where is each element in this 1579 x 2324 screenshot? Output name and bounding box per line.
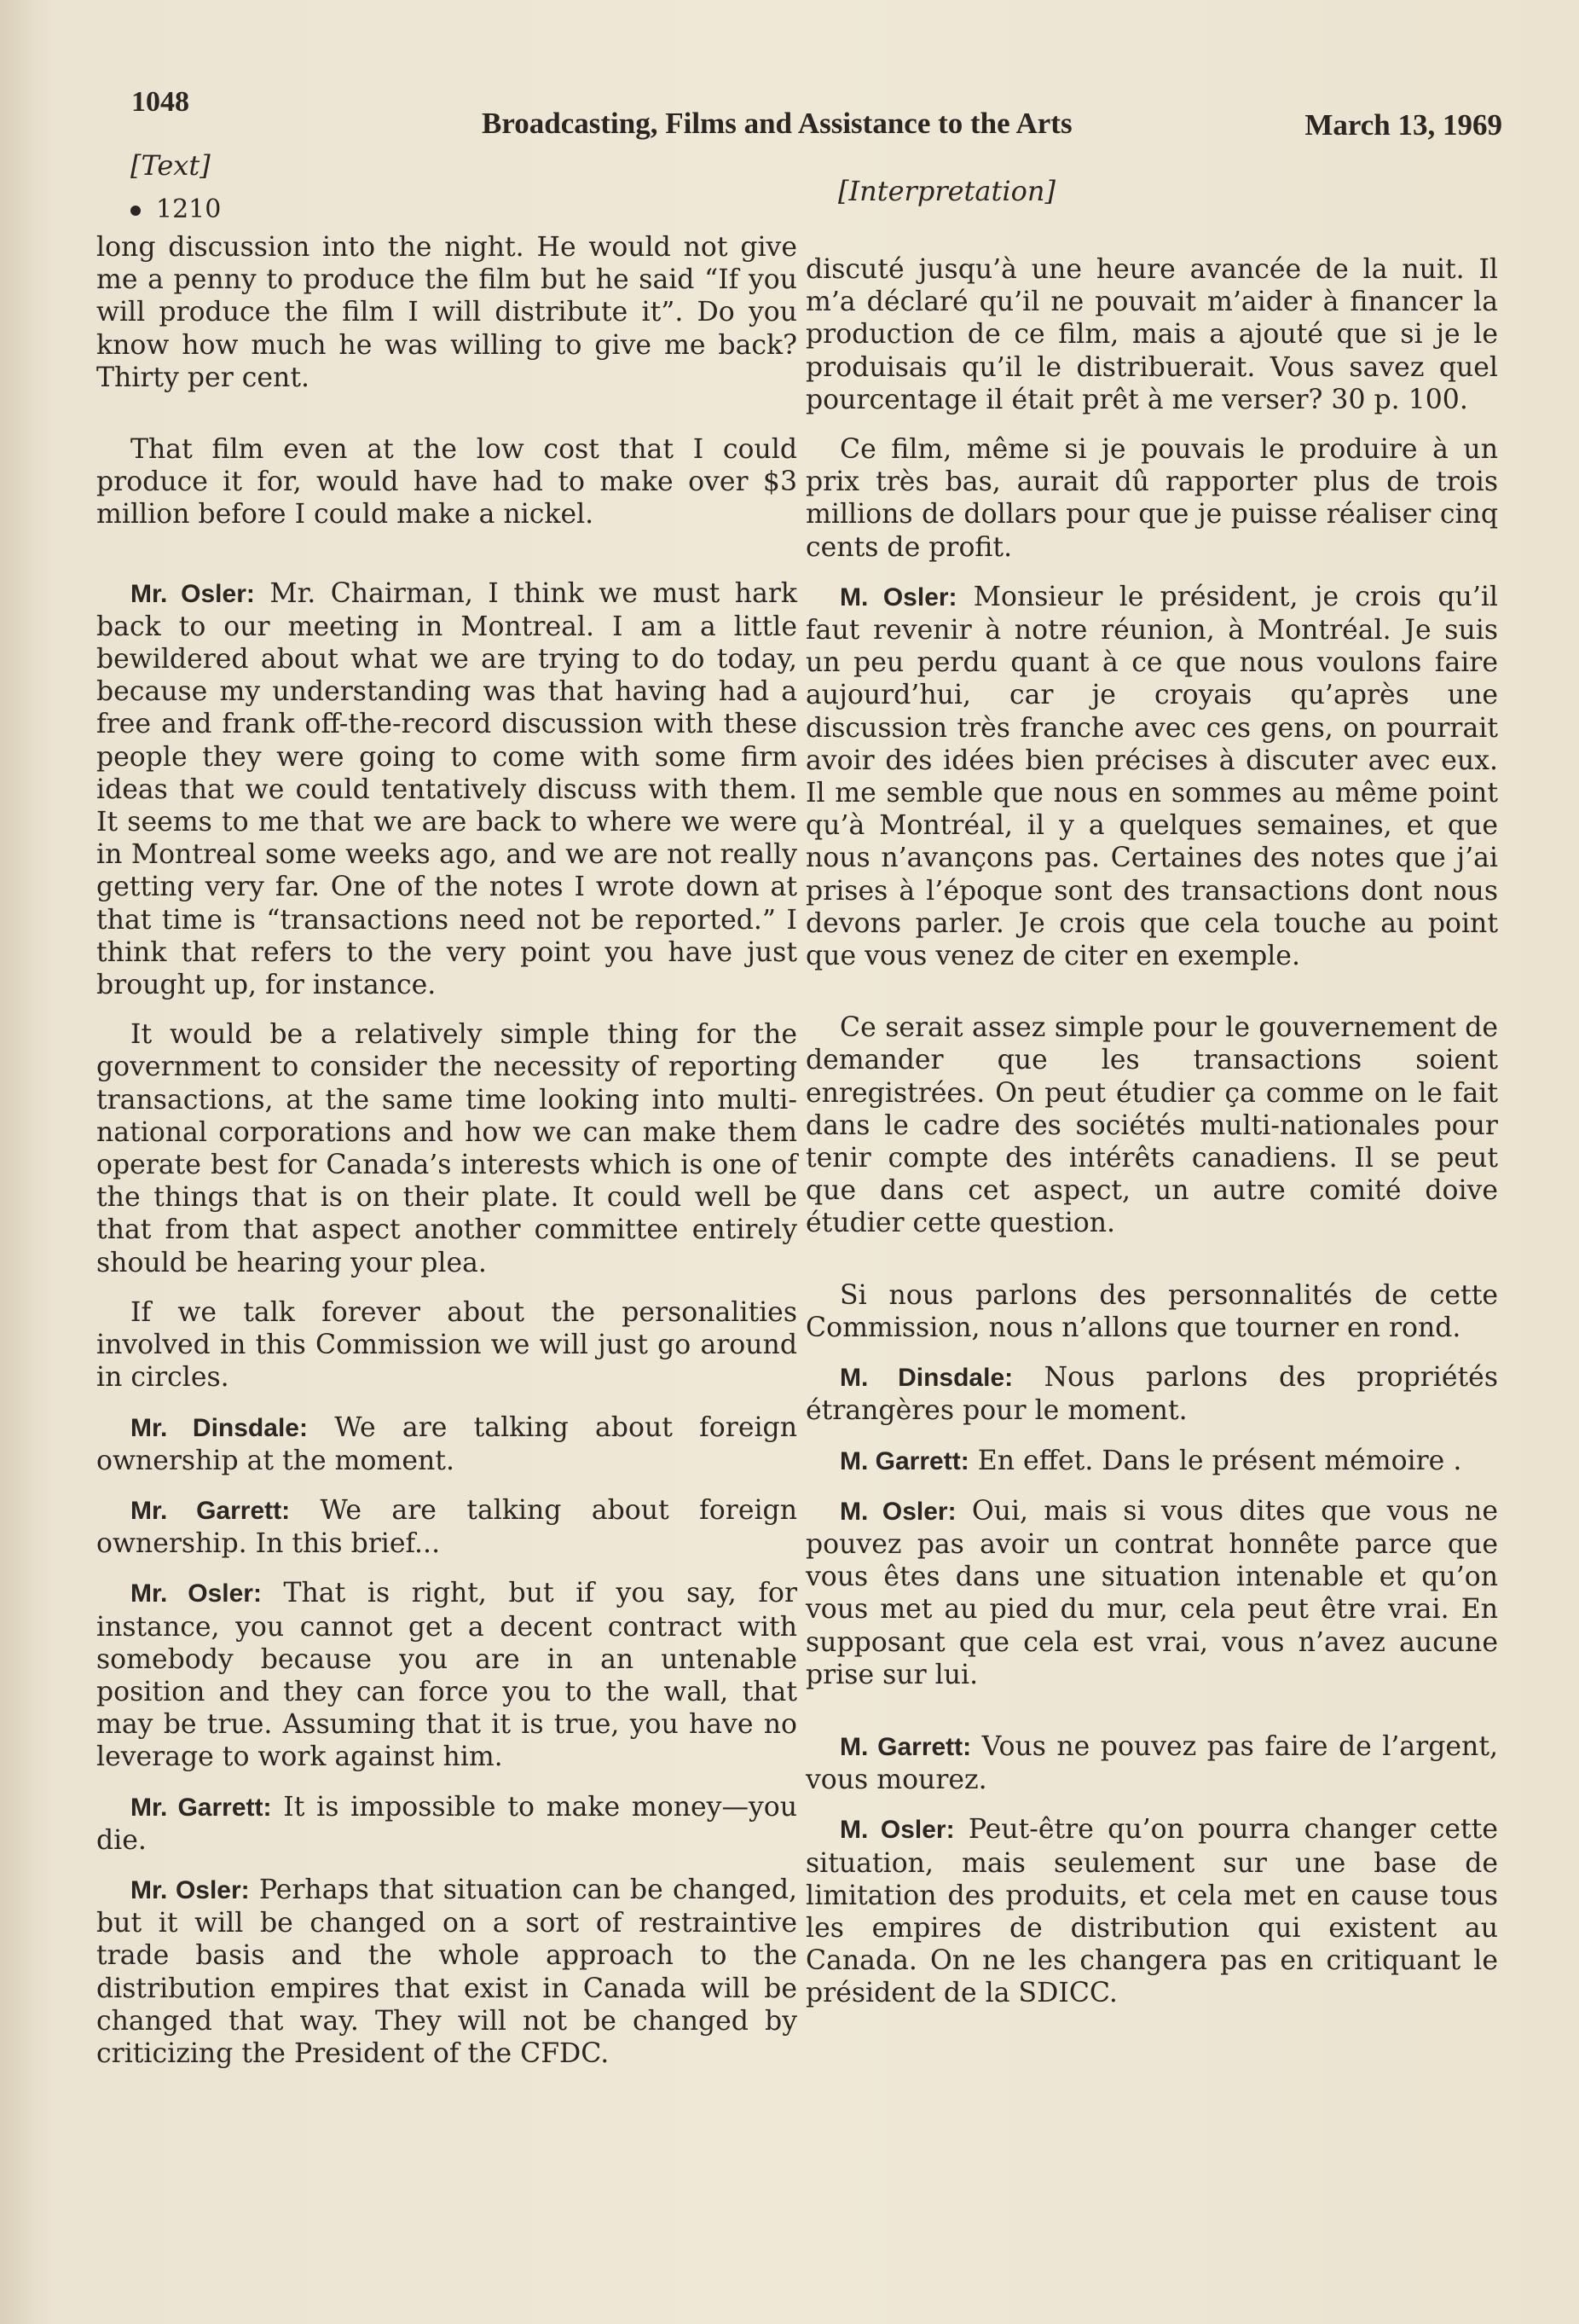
speech-paragraph xyxy=(96,1494,797,1560)
french-column xyxy=(806,149,1498,2027)
page-number: 1048 xyxy=(131,86,189,118)
speaker-name: Mr. Dinsdale: xyxy=(130,1413,308,1442)
speech-paragraph xyxy=(806,581,1498,972)
interpretation-tag: [Interpretation] xyxy=(838,175,1056,207)
speech-text: We are talking about foreign ownership at the moment. xyxy=(96,1411,797,1476)
speaker-name: M. Garrett: xyxy=(840,1732,972,1761)
paragraph: discuté jusqu’à une heure avancée de la nuit. Il m’a déclaré qu’il ne pouvait m’aider à financer la production de ce film, mais a ajouté que si je le produisais qu’il le distribuerait. Vous savez quel pourcentage il était prêt à me verser? 30 p. 100. xyxy=(806,254,1498,415)
speech-text: Peut-être qu’on pourra changer cette situation, mais seulement sur une base de limitation des produits, et cela met en cause tous les empires de distribution qui existent au Canada. On ne les changera pas en critiquant le président de la SDICC. xyxy=(806,1814,1498,2009)
speech-text: Oui, mais si vous dites que vous ne pouvez pas avoir un contrat honnête parce que vous êtes dans une situation intenable et qu’on vous met au pied du mur, cela peut être vrai. En supposant que cela est vrai, vous n’avez aucune prise sur lui. xyxy=(806,1495,1498,1690)
paragraph: It would be a relatively simple thing for the government to consider the necessity of reporting transactions, at the same time looking into multi-national corporations and how we can make them operate best for Canada’s interests which is one of the things that is on their plate. It could well be that from that aspect another committee entirely should be hearing your plea. xyxy=(96,1019,797,1278)
running-title: Broadcasting, Films and Assistance to the Arts xyxy=(482,107,1073,140)
speech-paragraph xyxy=(96,1577,797,1773)
page-header xyxy=(128,81,1502,142)
time-stamp xyxy=(130,194,797,226)
bullet-icon xyxy=(130,206,141,216)
speech-paragraph xyxy=(806,1445,1498,1478)
speech-paragraph xyxy=(806,1361,1498,1427)
speaker-name: Mr. Osler: xyxy=(130,579,255,608)
speech-paragraph xyxy=(96,1411,797,1477)
speaker-name: M. Osler: xyxy=(840,1816,955,1845)
speaker-name: Mr. Garrett: xyxy=(130,1496,291,1525)
paragraph: long discussion into the night. He would not give me a penny to produce the film but he said “If you will produce the film I will distribute it”. Do you know how much he was willing to give me back? Thirty per cent. xyxy=(96,232,797,393)
paragraph: That film even at the low cost that I could produce it for, would have had to make over $3 million before I could make a nickel. xyxy=(96,434,797,530)
speech-text: Monsieur le président, je crois qu’il faut revenir à notre réunion, à Montréal. Je suis un peu perdu quant à ce que nous voulons faire aujourd’hui, car je croyais qu’après une discussion très franche avec ces gens, on pourrait avoir des idées bien précises à discuter avec eux. Il me semble que nous en sommes au même point qu’à Montréal, il y a quelques semaines, et que nous n’avançons pas. Certaines des notes que j’ai prises à l’époque sont des transactions dont nous devons parler. Je crois que cela touche au point que vous venez de citer en exemple. xyxy=(806,581,1498,972)
time-stamp-value: 1210 xyxy=(156,194,222,224)
speaker-name: Mr. Osler: xyxy=(130,1875,250,1904)
speaker-name: Mr. Osler: xyxy=(130,1579,262,1608)
speech-paragraph xyxy=(96,577,797,1002)
paragraph: Ce serait assez simple pour le gouvernement de demander que les transactions soient enregistrées. On peut étudier ça comme on le fait dans le cadre des sociétés multi-nationales pour tenir compte des intérêts canadiens. Il se peut que dans cet aspect, un autre comité doive étudier cette question. xyxy=(806,1012,1498,1239)
speaker-name: Mr. Garrett: xyxy=(130,1793,272,1822)
speaker-name: M. Osler: xyxy=(840,582,957,611)
speaker-name: M. Dinsdale: xyxy=(840,1364,1014,1393)
speech-text: We are talking about foreign ownership. In this brief... xyxy=(96,1494,797,1560)
speech-paragraph xyxy=(806,1730,1498,1796)
paragraph: Ce film, même si je pouvais le produire à un prix très bas, aurait dû rapporter plus de trois millions de dollars pour que je puisse réaliser cinq cents de profit. xyxy=(806,434,1498,563)
speech-paragraph xyxy=(806,1495,1498,1691)
speech-text: Vous ne pouvez pas faire de l’argent, vous mourez. xyxy=(806,1730,1498,1796)
paragraph: Si nous parlons des personnalités de cette Commission, nous n’allons que tourner en rond. xyxy=(806,1279,1498,1343)
speech-paragraph xyxy=(806,1813,1498,2009)
speech-text: Mr. Chairman, I think we must hark back to our meeting in Montreal. I am a little bewildered about what we are trying to do today, because my understanding was that having had a free and frank off-the-record discussion with these people they were going to come with some firm ideas that we could tentatively discuss with them. It seems to me that we are back to where we were in Montreal some weeks ago, and we are not really getting very far. One of the notes I wrote down at that time is “transactions need not be reported.” I think that refers to the very point you have just brought up, for instance. xyxy=(96,577,797,1001)
paragraph: If we talk forever about the personalities involved in this Commission we will just go around in circles. xyxy=(96,1296,797,1394)
speaker-name: M. Osler: xyxy=(840,1497,957,1526)
speech-paragraph xyxy=(96,1874,797,2070)
speech-text: It is impossible to make money—you die. xyxy=(96,1791,797,1856)
header-date: March 13, 1969 xyxy=(1304,108,1502,142)
speech-text: En effet. Dans le présent mémoire . xyxy=(969,1445,1462,1476)
speaker-name: M. Garrett: xyxy=(840,1446,969,1475)
text-tag: [Text] xyxy=(130,149,211,182)
speech-text: That is right, but if you say, for instance, you cannot get a decent contract with somebody because you are in an untenable position and they can force you to the wall, that may be true. Assuming that it is true, you have no leverage to work against him. xyxy=(96,1578,798,1773)
speech-paragraph xyxy=(96,1791,797,1857)
english-column xyxy=(96,149,797,2087)
speech-text: Nous parlons des propriétés étrangères pour le moment. xyxy=(806,1362,1498,1427)
speech-text: Perhaps that situation can be changed, but it will be changed on a sort of restraintive trade basis and the whole approach to the distribution empires that exist in Canada will be changed that way. They will not be changed by criticizing the President of the CFDC. xyxy=(96,1874,797,2069)
